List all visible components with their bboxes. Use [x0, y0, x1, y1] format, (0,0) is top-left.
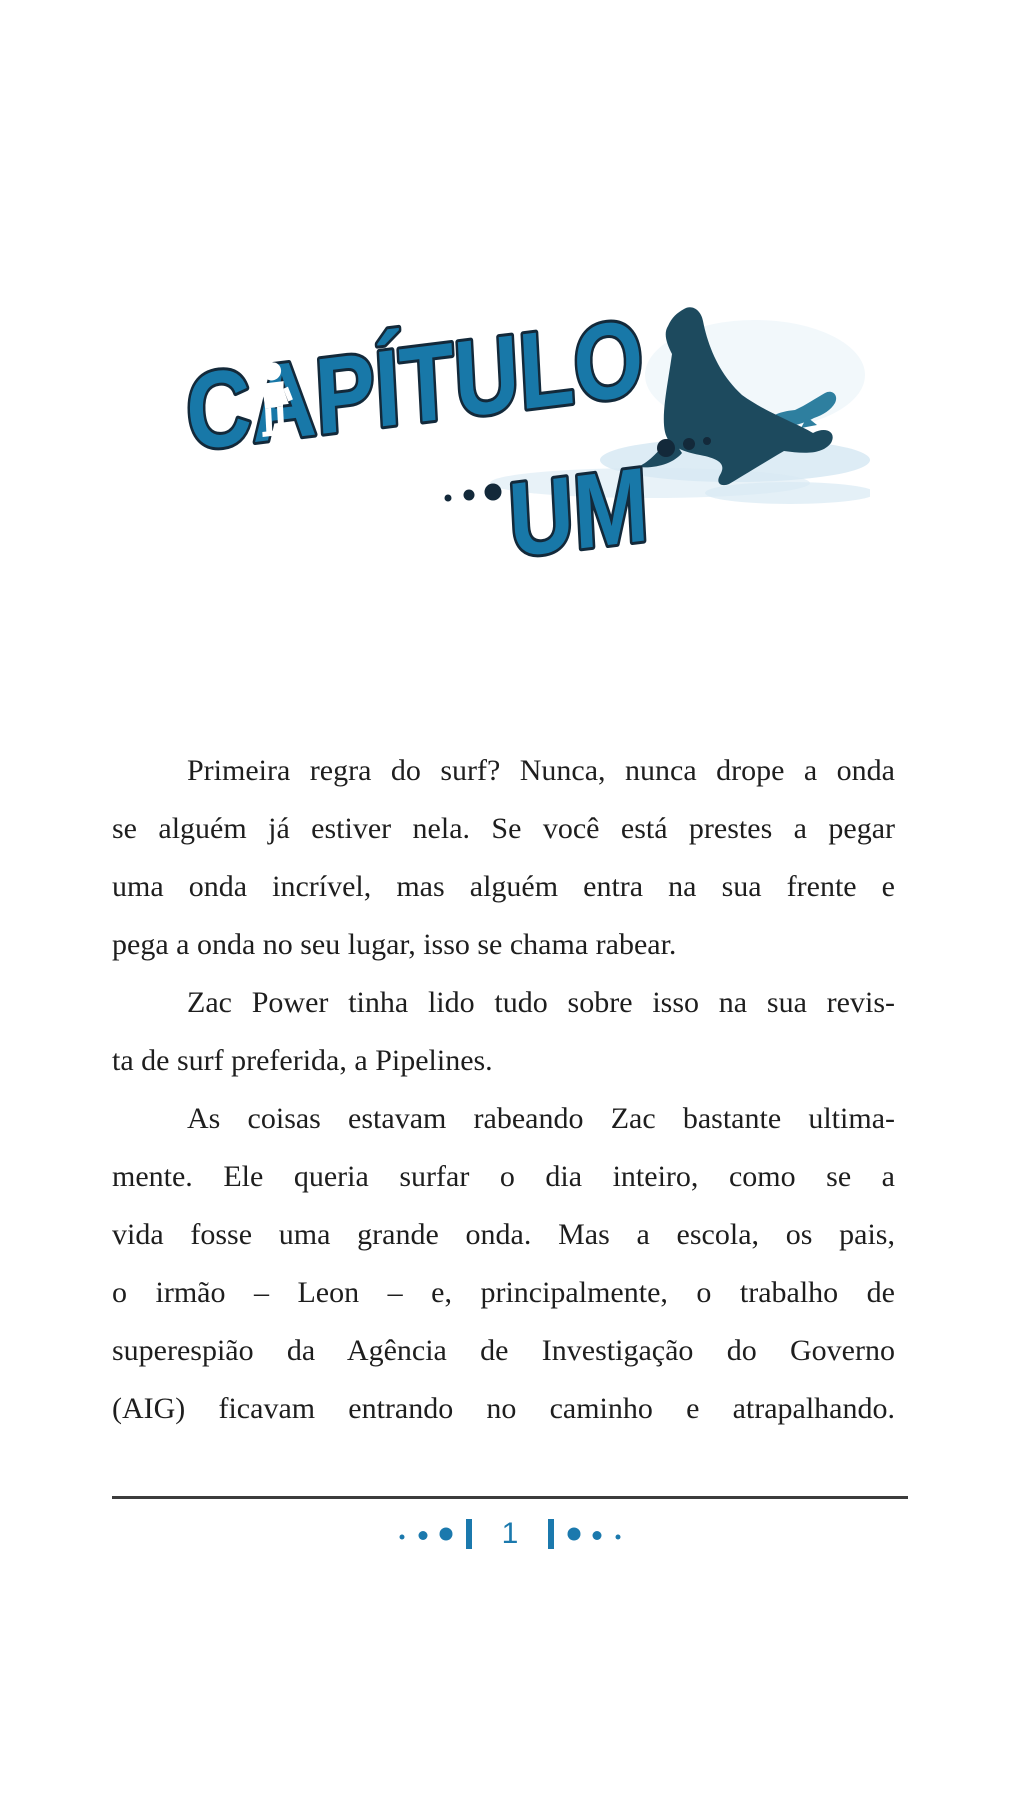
- chapter-art-svg: [180, 255, 870, 585]
- page-number: 1: [501, 1517, 519, 1550]
- leading-dots-icon: [445, 484, 502, 502]
- body-text: [112, 742, 895, 1438]
- text-line: (AIG) ficavam entrando no caminho e atrapalhando.: [112, 1392, 895, 1425]
- chapter-number-group: [505, 443, 675, 580]
- footer-dots-right-icon: [540, 1514, 624, 1554]
- text-line: Primeira regra do surf? Nunca, nunca drope a onda: [187, 754, 895, 787]
- text-line: As coisas estavam rabeando Zac bastante ultima-: [187, 1102, 895, 1135]
- text-line: ta de surf preferida, a Pipelines.: [112, 1044, 493, 1077]
- chapter-number-word: UM: [505, 443, 675, 580]
- text-line: pega a onda no seu lugar, isso se chama rabear.: [112, 928, 677, 961]
- chapter-word-group: [183, 284, 738, 474]
- text-line: mente. Ele queria surfar o dia inteiro, como se a: [112, 1160, 895, 1193]
- text-line: vida fosse uma grande onda. Mas a escola, os pais,: [112, 1218, 895, 1251]
- text-line: o irmão – Leon – e, principalmente, o trabalho de: [112, 1276, 895, 1309]
- footer-rule: [112, 1496, 908, 1499]
- text-line: superespião da Agência de Investigação do Governo: [112, 1334, 895, 1367]
- text-line: uma onda incrível, mas alguém entra na sua frente e: [112, 870, 895, 903]
- text-line: se alguém já estiver nela. Se você está prestes a pegar: [112, 812, 895, 845]
- page-footer: [112, 1512, 908, 1556]
- footer-dots-left-icon: [396, 1514, 480, 1554]
- text-line: Zac Power tinha lido tudo sobre isso na sua revis-: [187, 986, 895, 1019]
- chapter-heading-art: [180, 255, 870, 585]
- chapter-word: CAPÍTULO: [183, 284, 738, 474]
